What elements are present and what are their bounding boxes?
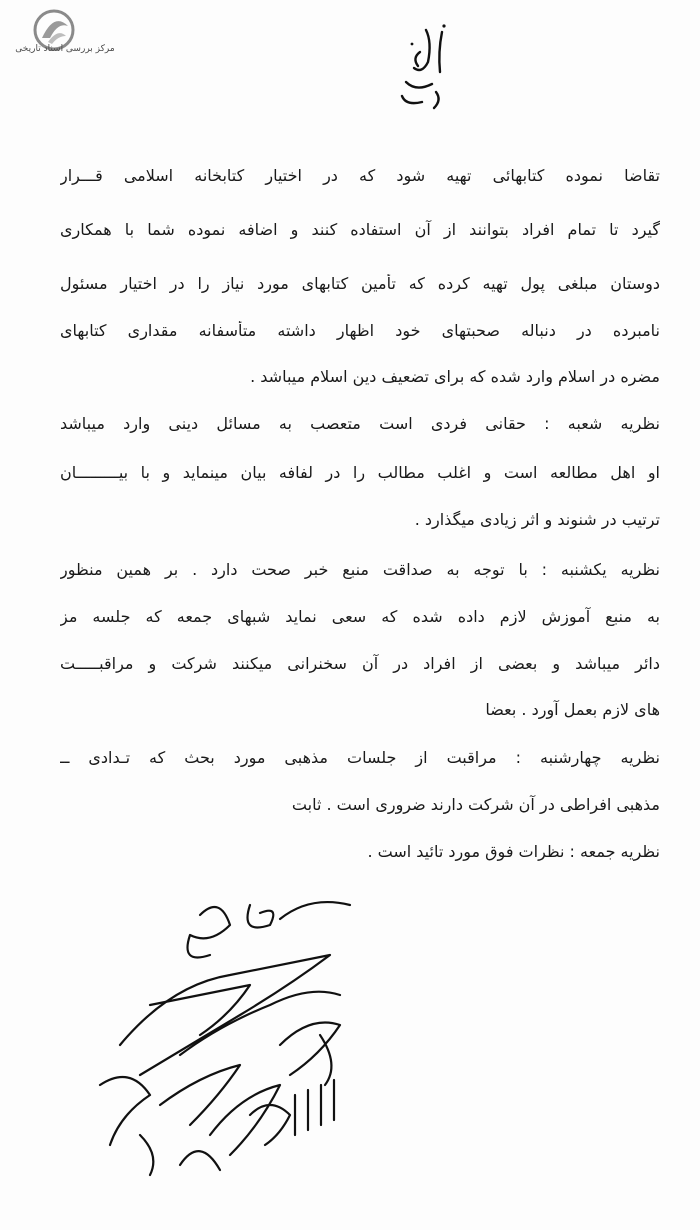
body-line: نظریه چهارشنبه : مراقبت از جلسات مذهبی مورد بحث که تـدادی ــ <box>60 748 660 767</box>
body-line: ترتیب در شنوند و اثر زیادی میگذارد . <box>414 510 660 529</box>
body-line: به منبع آموزش لازم داده شده که سعی نماید شبهای جمعه که جلسه مز <box>60 607 660 626</box>
body-line: های لازم بعمل آورد . بعضا <box>485 700 660 719</box>
body-line: او اهل مطالعه است و اغلب مطالب را در لفافه بیان مینماید و با بیـــــــــان <box>60 463 660 482</box>
body-line: مضره در اسلام وارد شده که برای تضعیف دین اسلام میباشد . <box>250 367 660 386</box>
body-line: نظریه یکشنبه : با توجه به صداقت منبع خبر صحت دارد . بر همین منظور <box>60 560 660 579</box>
classification-heading-icon <box>392 22 462 112</box>
handwritten-signature-icon <box>80 885 380 1185</box>
body-line: نظریه جمعه : نظرات فوق مورد تائید است . <box>367 842 660 861</box>
body-line: دوستان مبلغی پول تهیه کرده که تأمین کتابهای مورد نیاز را در اختیار مسئول <box>60 274 660 293</box>
body-line: دائر میباشد و بعضی از افراد در آن سخنرانی میکنند شرکت و مراقبـــــت <box>60 654 660 673</box>
body-line: تقاضا نموده کتابهائی تهیه شود که در اختیار کتابخانه اسلامی قـــرار <box>60 166 660 185</box>
watermark-text: مرکز بررسی اسناد تاریخی <box>15 44 115 54</box>
body-line: نامبرده در دنباله صحبتهای خود اظهار داشته متأسفانه مقداری کتابهای <box>60 321 660 340</box>
body-line: گیرد تا تمام افراد بتوانند از آن استفاده کنند و اضافه نموده شما با همکاری <box>60 220 660 239</box>
body-line: نظریه شعبه : حقانی فردی است متعصب به مسائل دینی وارد میباشد <box>60 414 660 433</box>
body-line: مذهبی افراطی در آن شرکت دارند ضروری است . ثابت <box>291 795 660 814</box>
